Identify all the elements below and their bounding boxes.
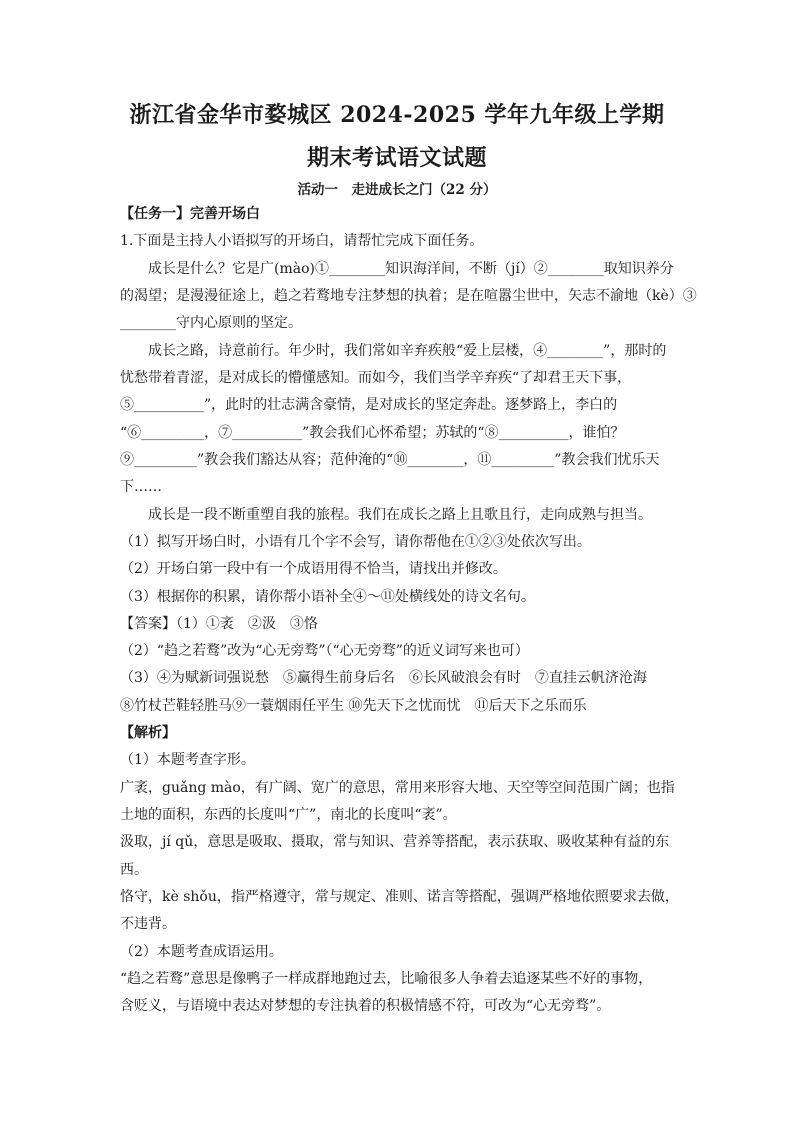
- analysis-line: 含贬义，与语境中表达对梦想的专注执着的积极情感不符，可改为“心无旁骛”。: [120, 998, 611, 1014]
- activity-heading: 活动一 走进成长之门（22 分）: [297, 182, 497, 198]
- analysis-line: 土地的面积，东西的长度叫“广”，南北的长度叫“袤”。: [120, 807, 457, 823]
- analysis-line: 汲取，jí qǔ，意思是吸取、摄取，常与知识、营养等搭配，表示获取、吸收某种有益的东: [120, 834, 670, 850]
- analysis-heading: 【解析】: [120, 725, 176, 741]
- analysis-line: 不违背。: [120, 916, 176, 932]
- sub-question: （2）开场白第一段中有一个成语用得不恰当，请找出并修改。: [120, 561, 507, 577]
- task-heading: 【任务一】完善开场白: [120, 206, 260, 222]
- passage-line: 忧愁带着青涩，是对成长的懵懂感知。而如今，我们当学辛弃疾“了却君王天下事，: [120, 370, 632, 386]
- document-title: 浙江省金华市婺城区 2024-2025 学年九年级上学期: [129, 102, 665, 128]
- document-subtitle: 期末考试语文试题: [306, 145, 487, 171]
- analysis-line: “趋之若鹜”意思是像鸭子一样成群地跑过去，比喻很多人争着去追逐某些不好的事物，: [120, 971, 653, 987]
- analysis-line: （2）本题考查成语运用。: [120, 944, 283, 960]
- passage-line: “⑥_________，⑦__________”教会我们心怀希望；苏轼的“⑧__________，谁怕？: [120, 425, 625, 441]
- answer-line: ⑧竹杖芒鞋轻胜马⑨一蓑烟雨任平生 ⑩先天下之忧而忧 ⑪后天下之乐而乐: [120, 698, 587, 714]
- answer-line: （2）“趋之若鹜”改为“心无旁骛”（“心无旁骛”的近义词写来也可）: [120, 643, 529, 659]
- passage-line: ⑤__________”，此时的壮志满含豪情，是对成长的坚定奔赴。逐梦路上，李白的: [120, 397, 618, 413]
- passage-line: 成长之路，诗意前行。年少时，我们常如辛弃疾般“爱上层楼，④________”，那时的: [148, 343, 667, 359]
- passage-line: 下……: [120, 479, 162, 495]
- passage-line: 成长是一段不断重塑自我的旅程。我们在成长之路上且歌且行，走向成熟与担当。: [148, 507, 652, 523]
- analysis-line: 西。: [120, 862, 148, 878]
- analysis-line: 广袤，guǎng mào，有广阔、宽广的意思，常用来形容大地、天空等空间范围广阔；也指: [120, 780, 675, 796]
- analysis-line: 恪守，kè shǒu，指严格遵守，常与规定、准则、诺言等搭配，强调严格地依照要求去做，: [120, 889, 679, 905]
- question-1: 1.下面是主持人小语拟写的开场白，请帮忙完成下面任务。: [120, 233, 484, 249]
- sub-question: （1）拟写开场白时，小语有几个字不会写，请你帮他在①②③处依次写出。: [120, 534, 591, 550]
- answer-line: （3）④为赋新词强说愁 ⑤赢得生前身后名 ⑥长风破浪会有时 ⑦直挂云帆济沧海: [120, 670, 647, 686]
- passage-line: ________守内心原则的坚定。: [120, 315, 302, 331]
- answer-line: 【答案】（1）①袤 ②汲 ③恪: [120, 616, 318, 632]
- analysis-line: （1）本题考查字形。: [120, 752, 255, 768]
- sub-question: （3）根据你的积累，请你帮小语补全④～⑪处横线处的诗文名句。: [120, 589, 535, 605]
- passage-line: 成长是什么？它是广(mào)①________知识海洋间，不断（jí）②________取知识养分: [148, 261, 674, 277]
- passage-line: 的渴望；是漫漫征途上，趋之若鹜地专注梦想的执着；是在喧嚣尘世中，矢志不渝地（kè）③: [120, 288, 697, 304]
- passage-line: ⑨_________”教会我们豁达从容；范仲淹的“⑩________，⑪_________”教会我们忧乐天: [120, 452, 660, 468]
